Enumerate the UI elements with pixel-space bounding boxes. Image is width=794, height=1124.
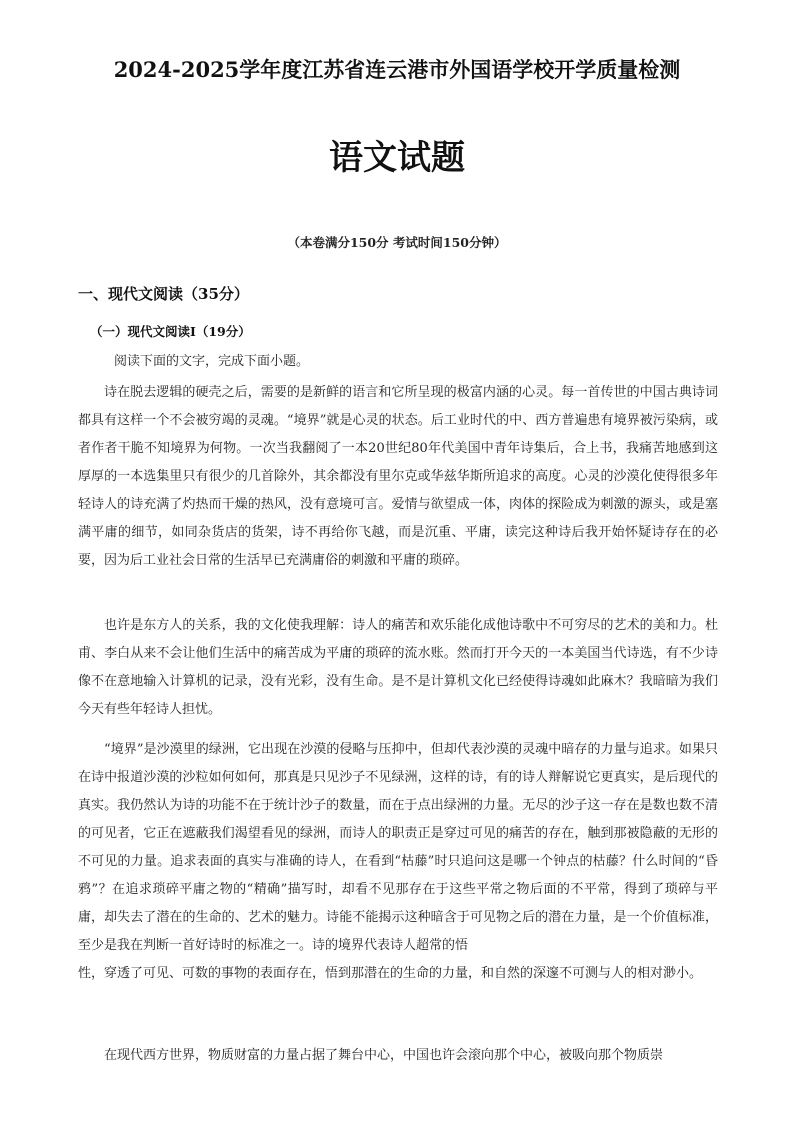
exam-score-time-info: （本卷满分150分 考试时间150分钟）	[287, 235, 507, 250]
body-paragraph-2: 也许是东方人的关系，我的文化使我理解：诗人的痛苦和欢乐能化成他诗歌中不可穷尽的艺术的美和力。杜甫、李白从来不会让他们生活中的痛苦成为平庸的琐碎的流水账。然而打开今天的一本美国当代诗选，有不少诗像不在意地输入计算机的记录，没有光彩，没有生命。是不是计算机文化已经使得诗魂如此麻木？我暗暗为我们今天有些年轻诗人担忧。	[78, 618, 718, 717]
subsection-heading: （一）现代文阅读I（19分）	[90, 324, 251, 339]
reading-instruction: 阅读下面的文字，完成下面小题。	[114, 354, 310, 369]
body-paragraph-1: 诗在脱去逻辑的硬壳之后，需要的是新鲜的语言和它所呈现的极富内涵的心灵。每一首传世的中国古典诗词都具有这样一个不会被穷竭的灵魂。“境界”就是心灵的状态。后工业时代的中、西方普遍患有境界被污染病，或者作者干脆不知境界为何物。一次当我翻阅了一本20世纪80年代美国中青年诗集后，合上书，我痛苦地感到这厚厚的一本选集里只有很少的几首除外，其余都没有里尔克或华兹华斯所追求的高度。心灵的沙漠化使得很多年轻诗人的诗充满了灼热而干燥的热风，没有意境可言。爱情与欲望成一体，肉体的探险成为刺激的源头，或是塞满平庸的细节，如同杂货店的货架，诗不再给你飞越，而是沉重、平庸，读完这种诗后我开始怀疑诗存在的必要，因为后工业社会日常的生活早已充满庸俗的刺激和平庸的琐碎。	[78, 385, 718, 568]
section-heading: 一、现代文阅读（35分）	[78, 285, 249, 303]
exam-main-title: 2024-2025学年度江苏省连云港市外国语学校开学质量检测	[113, 57, 681, 82]
body-paragraph-3-part-2: 性，穿透了可见、可数的事物的表面存在，悟到那潜在的生命的力量，和自然的深邃不可测与人的相对渺小。	[78, 966, 703, 981]
body-paragraph-4: 在现代西方世界，物质财富的力量占据了舞台中心，中国也许会滚向那个中心，被吸向那个物质崇	[104, 1048, 664, 1063]
exam-subject-title: 语文试题	[329, 138, 465, 178]
body-paragraph-3-part-1: “境界”是沙漠里的绿洲，它出现在沙漠的侵略与压抑中，但却代表沙漠的灵魂中暗存的力量与追求。如果只在诗中报道沙漠的沙粒如何如何，那真是只见沙子不见绿洲，这样的诗，有的诗人辩解说它更真实，是后现代的真实。我仍然认为诗的功能不在于统计沙子的数量，而在于点出绿洲的力量。无尽的沙子这一存在是数也数不清的可见者，它正在遮蔽我们渴望看见的绿洲，而诗人的职责正是穿过可见的痛苦的存在，触到那被隐蔽的无形的不可见的力量。追求表面的真实与准确的诗人，在看到“枯藤”时只追问这是哪一个钟点的枯藤？什么时间的“昏鸦”？在追求琐碎平庸之物的“精确”描写时，却看不见那存在于这些平常之物后面的不平常，得到了琐碎与平庸，却失去了潜在的生命的、艺术的魅力。诗能不能揭示这种暗含于可见物之后的潜在力量，是一个价值标准，至少是我在判断一首好诗时的标准之一。诗的境界代表诗人超常的悟	[78, 742, 718, 953]
body-paragraph-3	[78, 736, 718, 988]
